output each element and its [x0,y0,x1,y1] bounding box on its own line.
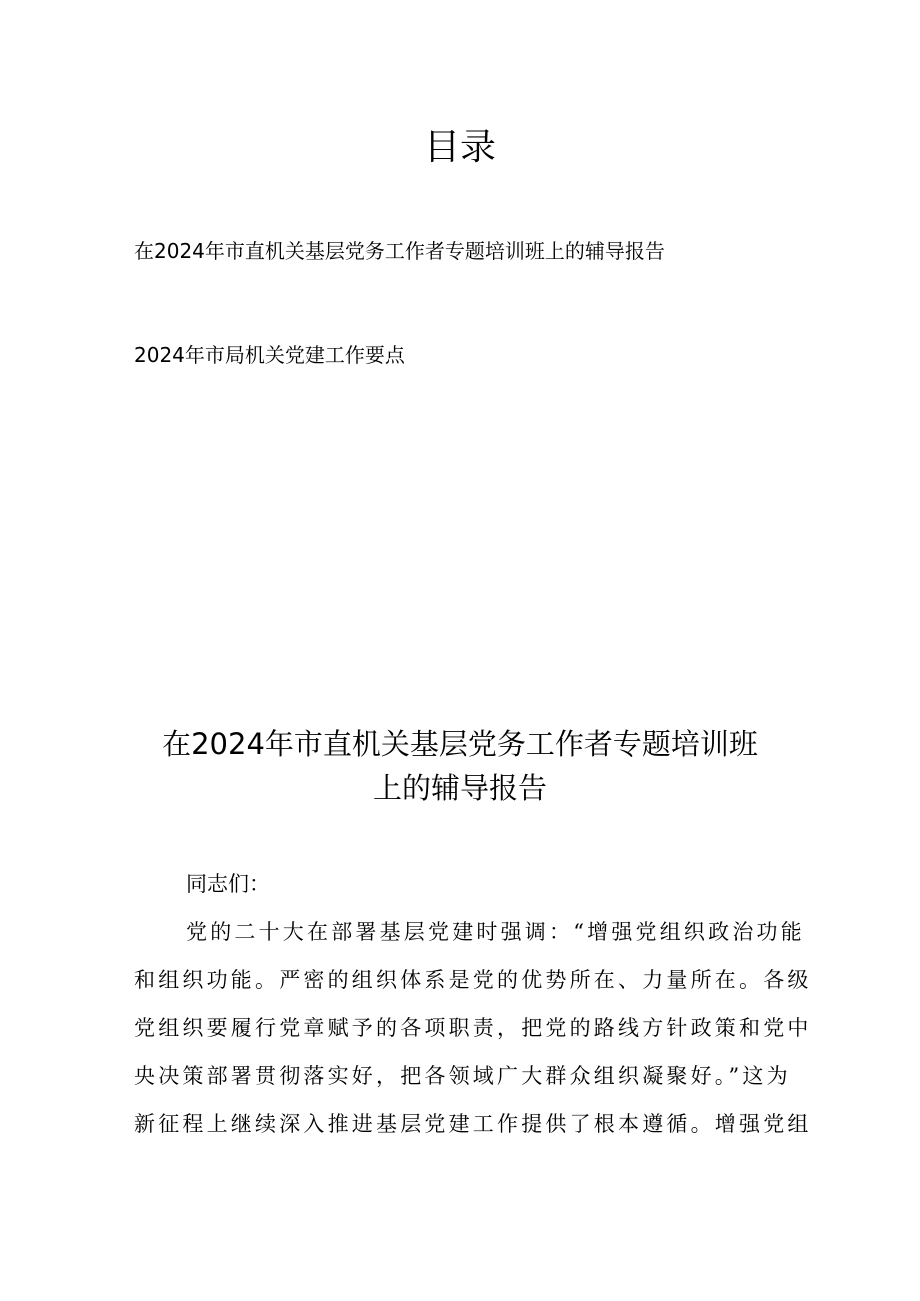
body-line: 党的二十大在部署基层党建时强调：“增强党组织政治功能 [186,920,805,944]
article-title-line-2: 上的辅导报告 [372,771,547,805]
article-title-line-1: 在2024年市直机关基层党务工作者专题培训班 [162,727,758,761]
body-line: 央决策部署贯彻落实好，把各领域广大群众组织凝聚好。”这为 [134,1064,791,1088]
body-line: 党组织要履行党章赋予的各项职责，把党的路线方针政策和党中 [134,1016,812,1040]
body-line: 和组织功能。严密的组织体系是党的优势所在、力量所在。各级 [134,968,812,992]
toc-title: 目录 [423,127,496,168]
article-title [120,722,800,810]
article-body [134,912,812,1152]
salutation: 同志们： [186,872,270,896]
toc-item-party-building-points[interactable]: 2024年市局机关党建工作要点 [134,343,405,367]
toc-item-training-report[interactable]: 在2024年市直机关基层党务工作者专题培训班上的辅导报告 [134,239,665,263]
body-line: 新征程上继续深入推进基层党建工作提供了根本遵循。增强党组 [134,1112,812,1136]
